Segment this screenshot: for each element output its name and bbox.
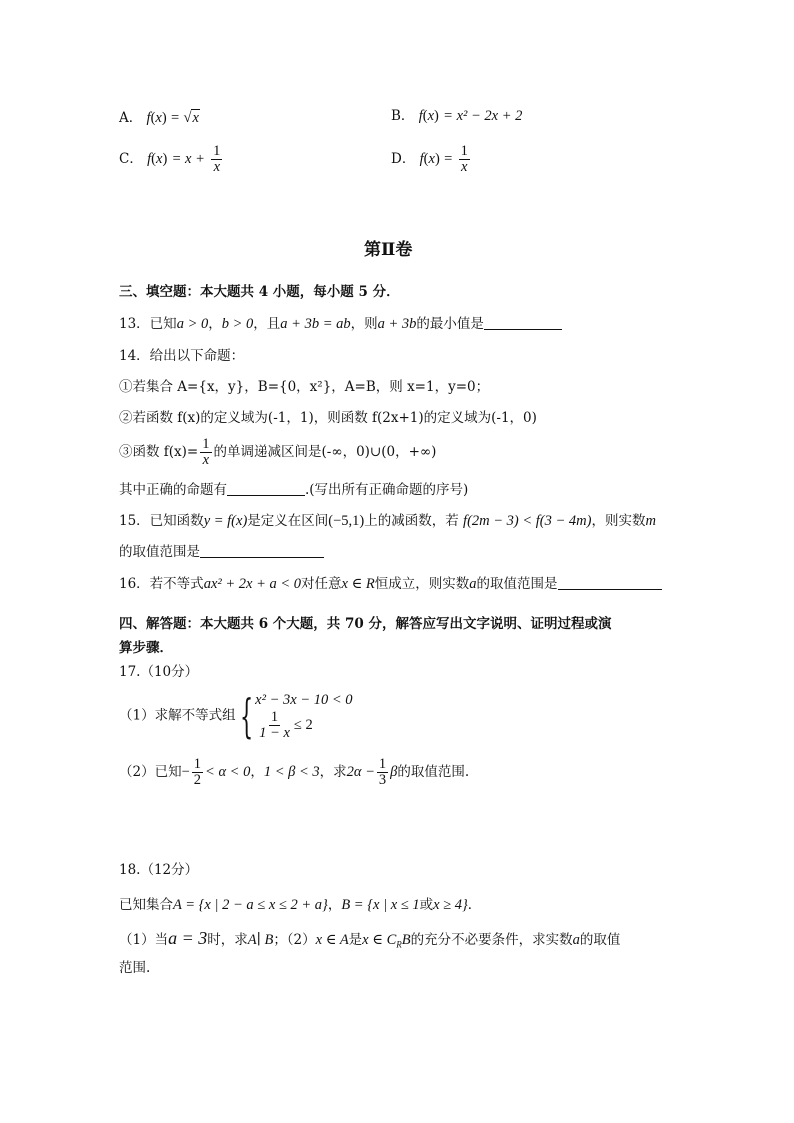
section-title: 第Ⅱ卷 (364, 240, 413, 260)
question-14-intro: 14．给出以下命题： (119, 348, 245, 364)
question-15-line-2: 的取值范围是 (119, 542, 324, 562)
answer-blank (558, 575, 662, 590)
question-16: 16．若不等式ax² + 2x + a < 0对任意x ∈ R恒成立，则实数a的取值范围是 (119, 574, 662, 594)
part4-heading-cont: 算步骤． (119, 640, 173, 656)
question-17-head: 17.（10分） (119, 664, 199, 680)
part4-heading: 四、解答题：本大题共 6 个大题，共 70 分，解答应写出文字说明、证明过程或演 (119, 616, 612, 632)
question-18-line-3: 范围. (119, 960, 151, 976)
answer-blank (200, 543, 324, 558)
question-18-line-1: 已知集合A = {x | 2 − a ≤ x ≤ 2 + a}，B = {x | x ≤ 1或x ≥ 4}． (119, 897, 482, 913)
option-c: C． f(x) = x + $\frac{1}{x}$ (119, 143, 221, 175)
option-d: D． f(x) = $\frac{1}{x}$ (391, 143, 468, 175)
question-18-line-2: （1）当a = 3时，求A∣ B；（2）x ∈ A是x ∈ $C_RB$的充分不必要条件，求实数a的取值 (119, 928, 621, 950)
option-b: B． f(x) = x² − 2x + 2 (391, 108, 523, 124)
answer-blank (484, 315, 562, 330)
question-13: 13．已知a > 0，b > 0，且a + 3b = ab，则a + 3b的最小值是 (119, 314, 562, 334)
question-14-statement-1: ①若集合 A={x，y}，B={0，x²}，A=B，则 x=1，y=0； (119, 379, 490, 395)
question-14-statement-3: ③函数 f(x)= $\frac{1}{x}$ 的单调递减区间是(-∞，0)∪(0，+∞) (119, 436, 437, 468)
answer-blank (227, 481, 305, 496)
question-17-part-2: （2）已知− $\frac{1}{2}$ < α < 0，1 < β < 3，求2α − $\frac{1}{3}$ β的取值范围. (119, 756, 470, 788)
option-a: A． f(x) = √x (119, 110, 199, 126)
part3-heading: 三、填空题：本大题共 4 小题，每小题 5 分． (119, 284, 400, 300)
inequality-system: { x² − 3x − 10 < 0 $\frac{1}{1 - x}$ ≤ 2 (239, 688, 353, 743)
question-14-statement-2: ②若函数 f(x)的定义域为(-1，1)，则函数 f(2x+1)的定义域为(-1，0) (119, 410, 537, 426)
question-14-tail: 其中正确的命题有 .(写出所有正确命题的序号) (119, 482, 469, 498)
question-15: 15．已知函数y = f(x)是定义在区间(−5,1)上的减函数，若 f(2m − 3) < f(3 − 4m)，则实数m (119, 513, 656, 529)
question-18-head: 18.（12分） (119, 862, 199, 878)
question-17-part-1: （1）求解不等式组 { x² − 3x − 10 < 0 $\frac{1}{1 - x}$ ≤ 2 (119, 688, 353, 743)
